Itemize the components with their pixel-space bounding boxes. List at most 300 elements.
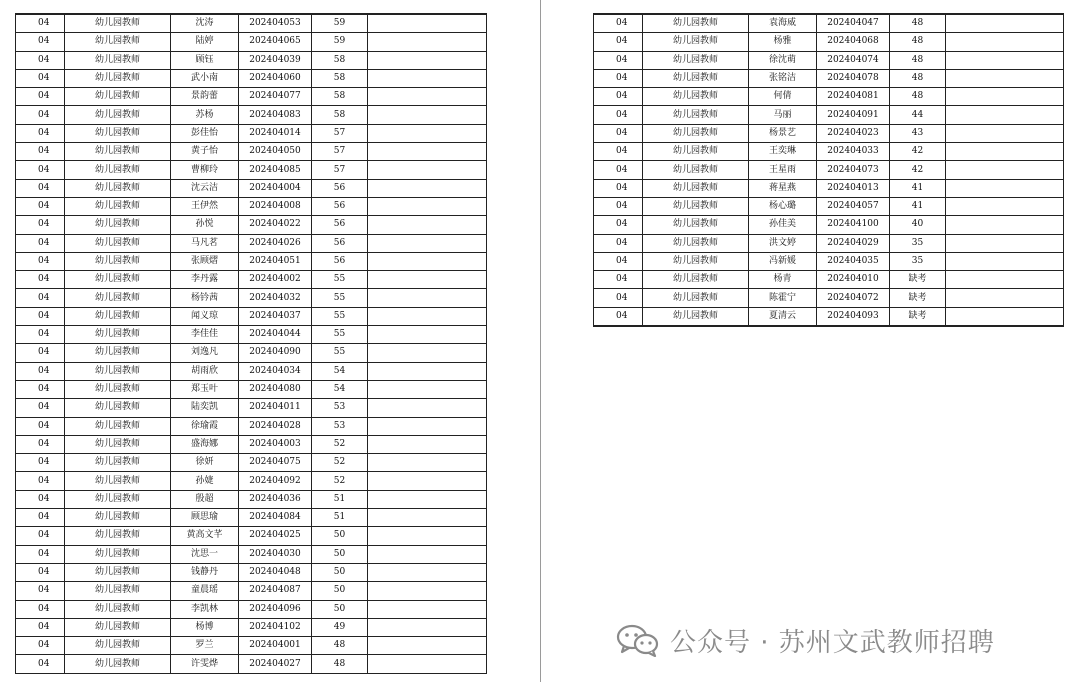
exam-number-cell: 202404037 (239, 307, 312, 325)
table-row (594, 252, 1064, 270)
score-cell: 52 (312, 435, 368, 453)
table-row (16, 527, 487, 545)
remark-cell (368, 289, 487, 307)
remark-cell (946, 289, 1064, 307)
code-cell: 04 (16, 417, 65, 435)
score-cell: 53 (312, 399, 368, 417)
code-cell: 04 (16, 618, 65, 636)
table-row (16, 600, 487, 618)
exam-number-cell: 202404026 (239, 234, 312, 252)
table-row (16, 14, 487, 33)
score-cell: 35 (890, 252, 946, 270)
remark-cell (368, 326, 487, 344)
table-row (16, 88, 487, 106)
position-cell: 幼儿园教师 (65, 51, 171, 69)
code-cell: 04 (594, 143, 643, 161)
position-cell: 幼儿园教师 (65, 234, 171, 252)
score-cell: 56 (312, 179, 368, 197)
table-row (16, 490, 487, 508)
code-cell: 04 (16, 344, 65, 362)
exam-number-cell: 202404032 (239, 289, 312, 307)
position-cell: 幼儿园教师 (65, 69, 171, 87)
code-cell: 04 (594, 289, 643, 307)
code-cell: 04 (594, 124, 643, 142)
code-cell: 04 (16, 161, 65, 179)
table-row (16, 234, 487, 252)
name-cell: 洪文婷 (749, 234, 817, 252)
position-cell: 幼儿园教师 (65, 435, 171, 453)
position-cell: 幼儿园教师 (65, 582, 171, 600)
remark-cell (368, 563, 487, 581)
name-cell: 蒋星燕 (749, 179, 817, 197)
table-row (594, 216, 1064, 234)
name-cell: 陆奕凯 (171, 399, 239, 417)
name-cell: 王星雨 (749, 161, 817, 179)
name-cell: 李丹露 (171, 271, 239, 289)
remark-cell (946, 143, 1064, 161)
position-cell: 幼儿园教师 (65, 399, 171, 417)
name-cell: 杨博 (171, 618, 239, 636)
name-cell: 罗兰 (171, 637, 239, 655)
name-cell: 闻义琼 (171, 307, 239, 325)
remark-cell (368, 14, 487, 33)
score-cell: 54 (312, 362, 368, 380)
remark-cell (946, 216, 1064, 234)
score-cell: 缺考 (890, 307, 946, 326)
remark-cell (368, 307, 487, 325)
remark-cell (946, 179, 1064, 197)
exam-number-cell: 202404035 (817, 252, 890, 270)
remark-cell (368, 124, 487, 142)
position-cell: 幼儿园教师 (65, 344, 171, 362)
table-row (16, 509, 487, 527)
exam-number-cell: 202404096 (239, 600, 312, 618)
score-cell: 35 (890, 234, 946, 252)
score-cell: 51 (312, 509, 368, 527)
remark-cell (368, 582, 487, 600)
score-cell: 48 (890, 69, 946, 87)
exam-number-cell: 202404081 (817, 88, 890, 106)
remark-cell (368, 106, 487, 124)
score-cell: 55 (312, 271, 368, 289)
position-cell: 幼儿园教师 (643, 161, 749, 179)
table-row (16, 216, 487, 234)
name-cell: 顾思瑜 (171, 509, 239, 527)
name-cell: 李佳佳 (171, 326, 239, 344)
exam-number-cell: 202404060 (239, 69, 312, 87)
position-cell: 幼儿园教师 (643, 289, 749, 307)
name-cell: 苏杨 (171, 106, 239, 124)
name-cell: 景韵蕾 (171, 88, 239, 106)
name-cell: 胡雨欣 (171, 362, 239, 380)
name-cell: 孙婕 (171, 472, 239, 490)
name-cell: 刘逸凡 (171, 344, 239, 362)
code-cell: 04 (16, 637, 65, 655)
name-cell: 武小南 (171, 69, 239, 87)
position-cell: 幼儿园教师 (65, 490, 171, 508)
code-cell: 04 (594, 88, 643, 106)
code-cell: 04 (16, 88, 65, 106)
code-cell: 04 (594, 161, 643, 179)
exam-number-cell: 202404050 (239, 143, 312, 161)
exam-number-cell: 202404084 (239, 509, 312, 527)
name-cell: 杨青 (749, 271, 817, 289)
remark-cell (368, 161, 487, 179)
table-row (16, 344, 487, 362)
exam-number-cell: 202404003 (239, 435, 312, 453)
exam-number-cell: 202404027 (239, 655, 312, 673)
score-cell: 48 (890, 51, 946, 69)
name-cell: 殷超 (171, 490, 239, 508)
score-cell: 50 (312, 600, 368, 618)
score-cell: 55 (312, 344, 368, 362)
remark-cell (368, 399, 487, 417)
exam-number-cell: 202404091 (817, 106, 890, 124)
exam-number-cell: 202404044 (239, 326, 312, 344)
code-cell: 04 (16, 289, 65, 307)
remark-cell (368, 362, 487, 380)
name-cell: 徐瑜霞 (171, 417, 239, 435)
exam-number-cell: 202404033 (817, 143, 890, 161)
table-row (16, 289, 487, 307)
table-row (16, 435, 487, 453)
code-cell: 04 (594, 307, 643, 326)
exam-number-cell: 202404023 (817, 124, 890, 142)
table-row (594, 234, 1064, 252)
remark-cell (368, 252, 487, 270)
table-row (16, 563, 487, 581)
name-cell: 徐沈萌 (749, 51, 817, 69)
position-cell: 幼儿园教师 (643, 143, 749, 161)
position-cell: 幼儿园教师 (65, 143, 171, 161)
exam-number-cell: 202404093 (817, 307, 890, 326)
table-row (594, 161, 1064, 179)
table-row (16, 399, 487, 417)
remark-cell (946, 14, 1064, 33)
exam-number-cell: 202404068 (817, 33, 890, 51)
remark-cell (368, 655, 487, 673)
code-cell: 04 (16, 490, 65, 508)
watermark-text: 公众号 · 苏州文武教师招聘 (670, 627, 995, 658)
code-cell: 04 (594, 106, 643, 124)
name-cell: 黄子怡 (171, 143, 239, 161)
code-cell: 04 (16, 106, 65, 124)
position-cell: 幼儿园教师 (643, 271, 749, 289)
position-cell: 幼儿园教师 (643, 179, 749, 197)
remark-cell (368, 197, 487, 215)
exam-number-cell: 202404002 (239, 271, 312, 289)
name-cell: 何倩 (749, 88, 817, 106)
position-cell: 幼儿园教师 (65, 252, 171, 270)
table-row (16, 143, 487, 161)
position-cell: 幼儿园教师 (643, 216, 749, 234)
remark-cell (368, 88, 487, 106)
code-cell: 04 (16, 362, 65, 380)
name-cell: 黄高文芊 (171, 527, 239, 545)
table-row (16, 69, 487, 87)
position-cell: 幼儿园教师 (65, 637, 171, 655)
score-cell: 57 (312, 143, 368, 161)
position-cell: 幼儿园教师 (65, 362, 171, 380)
exam-number-cell: 202404080 (239, 380, 312, 398)
code-cell: 04 (16, 600, 65, 618)
exam-number-cell: 202404008 (239, 197, 312, 215)
table-row (16, 637, 487, 655)
score-cell: 55 (312, 289, 368, 307)
table-row (594, 197, 1064, 215)
code-cell: 04 (16, 51, 65, 69)
code-cell: 04 (16, 33, 65, 51)
score-table-right (593, 13, 1064, 327)
name-cell: 顾钰 (171, 51, 239, 69)
score-cell: 55 (312, 326, 368, 344)
position-cell: 幼儿园教师 (643, 234, 749, 252)
exam-number-cell: 202404004 (239, 179, 312, 197)
remark-cell (946, 234, 1064, 252)
table-row (594, 88, 1064, 106)
score-cell: 58 (312, 51, 368, 69)
name-cell: 李凯林 (171, 600, 239, 618)
remark-cell (946, 252, 1064, 270)
exam-number-cell: 202404078 (817, 69, 890, 87)
name-cell: 郑玉叶 (171, 380, 239, 398)
code-cell: 04 (16, 454, 65, 472)
score-cell: 53 (312, 417, 368, 435)
score-cell: 42 (890, 161, 946, 179)
code-cell: 04 (16, 252, 65, 270)
table-row (594, 143, 1064, 161)
score-cell: 55 (312, 307, 368, 325)
remark-cell (368, 618, 487, 636)
position-cell: 幼儿园教师 (65, 216, 171, 234)
position-cell: 幼儿园教师 (65, 380, 171, 398)
exam-number-cell: 202404092 (239, 472, 312, 490)
position-cell: 幼儿园教师 (643, 88, 749, 106)
score-cell: 59 (312, 14, 368, 33)
remark-cell (946, 307, 1064, 326)
code-cell: 04 (16, 307, 65, 325)
remark-cell (368, 51, 487, 69)
code-cell: 04 (594, 252, 643, 270)
score-cell: 58 (312, 69, 368, 87)
table-row (16, 655, 487, 673)
name-cell: 陈霍宁 (749, 289, 817, 307)
code-cell: 04 (16, 545, 65, 563)
exam-number-cell: 202404102 (239, 618, 312, 636)
position-cell: 幼儿园教师 (65, 271, 171, 289)
remark-cell (946, 197, 1064, 215)
name-cell: 沈思一 (171, 545, 239, 563)
code-cell: 04 (16, 326, 65, 344)
score-cell: 56 (312, 252, 368, 270)
table-row (16, 417, 487, 435)
score-cell: 54 (312, 380, 368, 398)
name-cell: 张铭洁 (749, 69, 817, 87)
code-cell: 04 (16, 655, 65, 673)
score-cell: 50 (312, 563, 368, 581)
name-cell: 曹柳玲 (171, 161, 239, 179)
remark-cell (946, 69, 1064, 87)
position-cell: 幼儿园教师 (65, 454, 171, 472)
code-cell: 04 (16, 563, 65, 581)
code-cell: 04 (16, 399, 65, 417)
exam-number-cell: 202404013 (817, 179, 890, 197)
remark-cell (368, 143, 487, 161)
name-cell: 许雯烨 (171, 655, 239, 673)
name-cell: 陆婷 (171, 33, 239, 51)
score-cell: 48 (890, 88, 946, 106)
code-cell: 04 (16, 271, 65, 289)
code-cell: 04 (594, 14, 643, 33)
exam-number-cell: 202404014 (239, 124, 312, 142)
score-cell: 40 (890, 216, 946, 234)
position-cell: 幼儿园教师 (65, 618, 171, 636)
position-cell: 幼儿园教师 (643, 197, 749, 215)
exam-number-cell: 202404010 (817, 271, 890, 289)
exam-number-cell: 202404053 (239, 14, 312, 33)
score-cell: 缺考 (890, 289, 946, 307)
table-row (594, 289, 1064, 307)
name-cell: 盛海娜 (171, 435, 239, 453)
exam-number-cell: 202404057 (817, 197, 890, 215)
exam-number-cell: 202404001 (239, 637, 312, 655)
name-cell: 徐妍 (171, 454, 239, 472)
table-row (16, 454, 487, 472)
exam-number-cell: 202404083 (239, 106, 312, 124)
score-cell: 41 (890, 179, 946, 197)
code-cell: 04 (16, 234, 65, 252)
remark-cell (368, 527, 487, 545)
position-cell: 幼儿园教师 (65, 527, 171, 545)
remark-cell (368, 69, 487, 87)
remark-cell (368, 271, 487, 289)
name-cell: 孙佳美 (749, 216, 817, 234)
code-cell: 04 (594, 271, 643, 289)
exam-number-cell: 202404022 (239, 216, 312, 234)
table-row (16, 362, 487, 380)
table-row (16, 51, 487, 69)
remark-cell (946, 124, 1064, 142)
name-cell: 马丽 (749, 106, 817, 124)
exam-number-cell: 202404039 (239, 51, 312, 69)
score-cell: 57 (312, 124, 368, 142)
exam-number-cell: 202404047 (817, 14, 890, 33)
exam-number-cell: 202404090 (239, 344, 312, 362)
score-cell: 50 (312, 545, 368, 563)
code-cell: 04 (594, 197, 643, 215)
name-cell: 钱静丹 (171, 563, 239, 581)
code-cell: 04 (594, 179, 643, 197)
name-cell: 袁海威 (749, 14, 817, 33)
name-cell: 马凡茗 (171, 234, 239, 252)
score-cell: 49 (312, 618, 368, 636)
name-cell: 杨景艺 (749, 124, 817, 142)
exam-number-cell: 202404048 (239, 563, 312, 581)
remark-cell (368, 545, 487, 563)
page-divider (540, 0, 541, 682)
table-row (16, 545, 487, 563)
name-cell: 杨雅 (749, 33, 817, 51)
name-cell: 张顾熠 (171, 252, 239, 270)
score-cell: 41 (890, 197, 946, 215)
position-cell: 幼儿园教师 (65, 563, 171, 581)
position-cell: 幼儿园教师 (65, 124, 171, 142)
code-cell: 04 (16, 472, 65, 490)
name-cell: 王伊然 (171, 197, 239, 215)
position-cell: 幼儿园教师 (65, 161, 171, 179)
table-row (16, 472, 487, 490)
score-cell: 51 (312, 490, 368, 508)
code-cell: 04 (16, 69, 65, 87)
position-cell: 幼儿园教师 (65, 106, 171, 124)
name-cell: 夏清云 (749, 307, 817, 326)
remark-cell (368, 490, 487, 508)
position-cell: 幼儿园教师 (643, 106, 749, 124)
exam-number-cell: 202404034 (239, 362, 312, 380)
table-row (16, 179, 487, 197)
remark-cell (368, 344, 487, 362)
remark-cell (368, 234, 487, 252)
score-cell: 52 (312, 454, 368, 472)
name-cell: 沈云洁 (171, 179, 239, 197)
table-row (16, 271, 487, 289)
remark-cell (368, 179, 487, 197)
remark-cell (368, 417, 487, 435)
name-cell: 孙悦 (171, 216, 239, 234)
table-row (594, 106, 1064, 124)
score-cell: 48 (312, 637, 368, 655)
exam-number-cell: 202404011 (239, 399, 312, 417)
position-cell: 幼儿园教师 (65, 197, 171, 215)
exam-number-cell: 202404072 (817, 289, 890, 307)
exam-number-cell: 202404073 (817, 161, 890, 179)
exam-number-cell: 202404051 (239, 252, 312, 270)
table-row (594, 179, 1064, 197)
table-row (16, 252, 487, 270)
remark-cell (368, 509, 487, 527)
position-cell: 幼儿园教师 (643, 14, 749, 33)
remark-cell (368, 637, 487, 655)
remark-cell (368, 380, 487, 398)
code-cell: 04 (16, 527, 65, 545)
remark-cell (946, 161, 1064, 179)
position-cell: 幼儿园教师 (643, 33, 749, 51)
code-cell: 04 (594, 51, 643, 69)
position-cell: 幼儿园教师 (643, 51, 749, 69)
code-cell: 04 (16, 435, 65, 453)
remark-cell (368, 600, 487, 618)
code-cell: 04 (16, 143, 65, 161)
position-cell: 幼儿园教师 (65, 655, 171, 673)
watermark (616, 620, 995, 660)
table-row (16, 380, 487, 398)
score-cell: 缺考 (890, 271, 946, 289)
exam-number-cell: 202404030 (239, 545, 312, 563)
exam-number-cell: 202404100 (817, 216, 890, 234)
code-cell: 04 (16, 509, 65, 527)
table-row (16, 326, 487, 344)
score-cell: 57 (312, 161, 368, 179)
table-row (16, 618, 487, 636)
exam-number-cell: 202404075 (239, 454, 312, 472)
position-cell: 幼儿园教师 (65, 289, 171, 307)
remark-cell (946, 33, 1064, 51)
table-row (16, 161, 487, 179)
exam-number-cell: 202404087 (239, 582, 312, 600)
score-cell: 44 (890, 106, 946, 124)
name-cell: 彭佳怡 (171, 124, 239, 142)
table-row (594, 271, 1064, 289)
